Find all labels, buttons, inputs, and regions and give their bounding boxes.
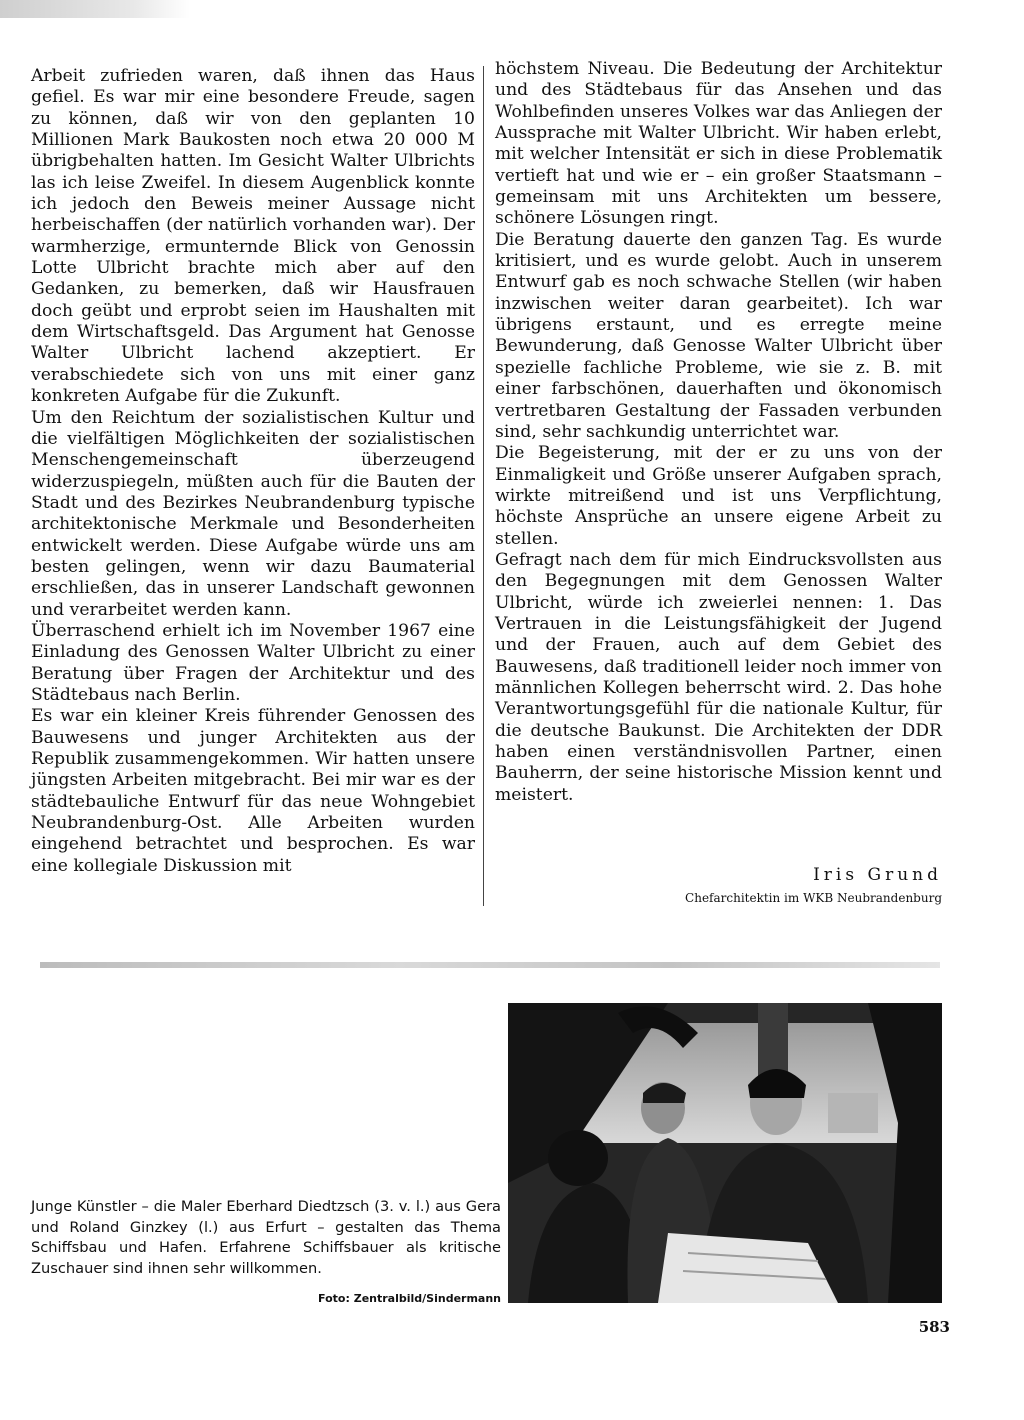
paragraph: Die Begeisterung, mit der er zu uns von der Einmaligkeit und Größe unserer Aufgaben sprach, wirkte mitreißend und ist uns Verpflichtung, höchste Ansprüche an unsere eigene Arbeit zu stellen. [495,443,942,549]
right-text-column [495,59,942,806]
photo-caption: Junge Künstler – die Maler Eberhard Diedtzsch (3. v. l.) aus Gera und Roland Ginzkey (l.) aus Erfurt – gestalten das Thema Schiffsbau und Hafen. Erfahrene Schiffsbauer als kritische Zuschauer sind ihnen sehr willkommen. [31,1198,501,1277]
left-text-column [31,66,475,877]
photo-credit: Foto: Zentralbild/Sindermann [318,1292,501,1305]
author-signature [600,865,942,905]
paragraph: Um den Reichtum der sozialistischen Kultur und die vielfältigen Möglichkeiten der sozialistischen Menschengemeinschaft überzeugend widerzuspiegeln, müßten auch für die Bauten der Stadt und des Bezirkes Neubrandenburg typische architektonische Merkmale und Besonderheiten entwickelt werden. Diese Aufgabe würde uns am besten gelingen, wenn wir dazu Baumaterial erschließen, das in unserer Landschaft gewonnen und verarbeitet werden kann. [31,407,475,620]
column-divider [483,66,484,906]
paragraph: Gefragt nach dem für mich Eindrucksvollsten aus den Begegnungen mit dem Genossen Walter Ulbricht, würde ich zweierlei nennen: 1. Das Vertrauen in die Leistungsfähigkeit der Jugend und der Frauen, auch auf dem Gebiet des Bauwesens, daß traditionell leider noch immer von männlichen Kollegen beherrscht wird. 2. Das hohe Verantwortungsgefühl für die nationale Kultur, für die deutsche Baukunst. Die Architekten der DDR haben einen verständnisvollen Partner, einen Bauherrn, der seine historische Mission kennt und meistert. [495,549,942,805]
author-name: Iris Grund [813,865,942,885]
paragraph: höchstem Niveau. Die Bedeutung der Architektur und des Städtebaus für das Ansehen und das Wohlbefinden unseres Volkes war das Anliegen der Aussprache mit Walter Ulbricht. Wir haben erlebt, mit welcher Intensität er sich in diese Problematik vertieft hat und wie er – ein großer Staatsmann – gemeinsam mit uns Architekten um bessere, schönere Lösungen ringt. [495,59,942,229]
photograph [508,1003,942,1303]
top-edge-decoration [0,0,190,18]
author-role: Chefarchitektin im WKB Neubrandenburg [685,891,942,905]
section-rule [40,962,940,968]
paragraph: Überraschend erhielt ich im November 1967 eine Einladung des Genossen Walter Ulbricht zu einer Beratung über Fragen der Architektur und des Städtebaus nach Berlin. [31,620,475,705]
paragraph: Die Beratung dauerte den ganzen Tag. Es wurde kritisiert, und es wurde gelobt. Auch in unserem Entwurf gab es noch schwache Stellen (wir haben inzwischen weiter daran gearbeitet). Ich war übrigens erstaunt, und es erregte meine Bewunderung, daß Genosse Walter Ulbricht über spezielle fachliche Probleme, wie sie z. B. mit einer farbschönen, dauerhaften und ökonomisch vertretbaren Gestaltung der Fassaden verbunden sind, sehr sachkundig unterrichtet war. [495,229,942,442]
page-number: 583 [918,1318,950,1336]
paragraph: Es war ein kleiner Kreis führender Genossen des Bauwesens und junger Architekten aus der Republik zusammengekommen. Wir hatten unsere jüngsten Arbeiten mitgebracht. Bei mir war es der städtebauliche Entwurf für das neue Wohngebiet Neubrandenburg-Ost. Alle Arbeiten wurden eingehend betrachtet und besprochen. Es war eine kollegiale Diskussion mit [31,706,475,876]
paragraph: Arbeit zufrieden waren, daß ihnen das Haus gefiel. Es war mir eine besondere Freude, sagen zu können, daß wir von den geplanten 10 Millionen Mark Baukosten noch etwa 20 000 M übrigbehalten hatten. Im Gesicht Walter Ulbrichts las ich leise Zweifel. In diesem Augenblick konnte ich jedoch den Beweis meiner Aussage nicht herbeischaffen (der natürlich vorhanden war). Der warmherzige, ermunternde Blick von Genossin Lotte Ulbricht brachte mich aber auf den Gedanken, zu bemerken, daß wir Hausfrauen doch geübt und erprobt seien im Haushalten mit dem Wirtschaftsgeld. Das Argument hat Genosse Walter Ulbricht lachend akzeptiert. Er verabschiedete sich von uns mit einer ganz konkreten Aufgabe für die Zukunft. [31,66,475,407]
